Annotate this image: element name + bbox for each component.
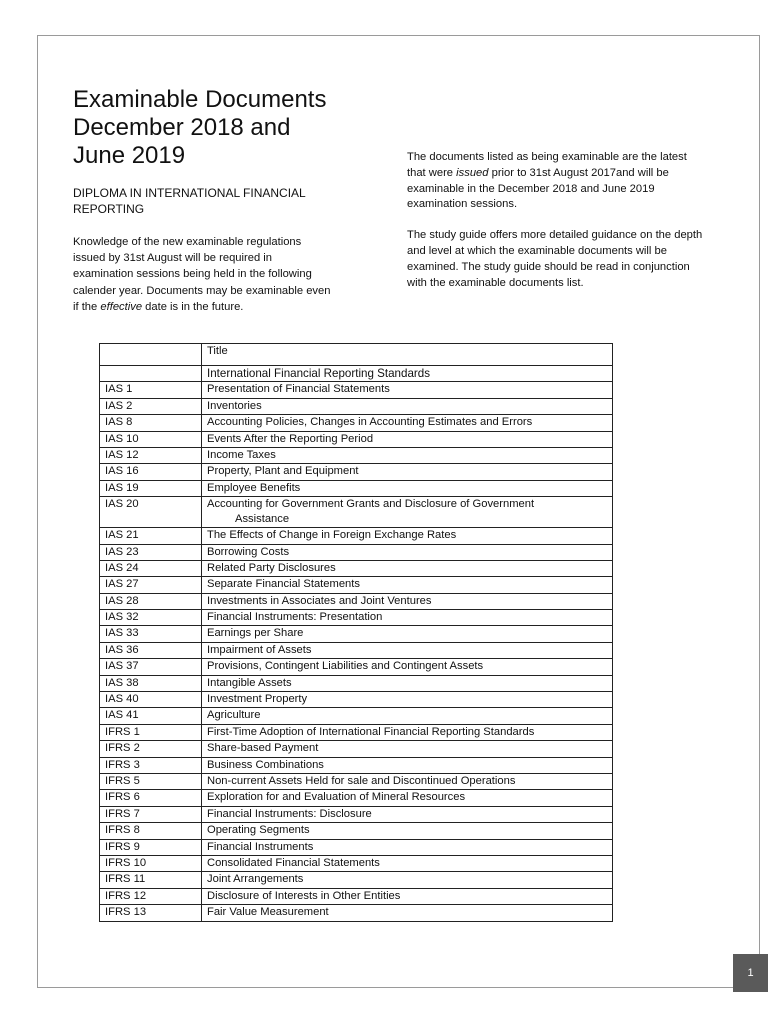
standard-code-cell: IAS 37 bbox=[100, 659, 202, 675]
standard-title-text: Operating Segments bbox=[207, 824, 310, 837]
standard-title-cell bbox=[202, 806, 613, 822]
standard-title-text: Accounting for Government Grants and Disclosure of Government bbox=[207, 498, 535, 511]
standard-title-text: Share-based Payment bbox=[207, 742, 319, 755]
standard-title-cell bbox=[202, 610, 613, 626]
section-title-cell: International Financial Reporting Standards bbox=[202, 366, 613, 382]
standard-title-text: Exploration for and Evaluation of Mineral Resources bbox=[207, 791, 466, 804]
standard-title-text: Income Taxes bbox=[207, 448, 276, 461]
table-row bbox=[100, 398, 613, 414]
standard-title-text: Agriculture bbox=[207, 709, 261, 722]
effective-emphasis: effective bbox=[100, 300, 143, 313]
standard-title-cell bbox=[202, 415, 613, 431]
standard-code-cell: IAS 8 bbox=[100, 415, 202, 431]
table-row bbox=[100, 773, 613, 789]
examinable-paragraph bbox=[407, 150, 707, 213]
table-row bbox=[100, 560, 613, 576]
table-row bbox=[100, 431, 613, 447]
standard-title-text: Financial Instruments: Disclosure bbox=[207, 807, 372, 820]
standard-title-text: Joint Arrangements bbox=[207, 873, 304, 886]
standard-code-cell: IAS 27 bbox=[100, 577, 202, 593]
standard-title-text: Impairment of Assets bbox=[207, 643, 312, 656]
standard-title-cell bbox=[202, 480, 613, 496]
table-row bbox=[100, 659, 613, 675]
intro-column bbox=[407, 150, 707, 291]
standard-code-cell: IAS 21 bbox=[100, 528, 202, 544]
standard-code-cell: IAS 28 bbox=[100, 593, 202, 609]
table-row bbox=[100, 610, 613, 626]
standard-title-cell bbox=[202, 757, 613, 773]
standard-title-text: Fair Value Measurement bbox=[207, 906, 329, 919]
standard-code-cell: IAS 33 bbox=[100, 626, 202, 642]
standard-title-cell bbox=[202, 593, 613, 609]
standard-title-text: Separate Financial Statements bbox=[207, 578, 360, 591]
standard-title-continuation: Assistance bbox=[235, 513, 290, 526]
standard-title-text: Events After the Reporting Period bbox=[207, 432, 374, 445]
standard-code-cell: IAS 41 bbox=[100, 708, 202, 724]
standard-title-cell bbox=[202, 708, 613, 724]
standard-title-text: Disclosure of Interests in Other Entities bbox=[207, 889, 401, 902]
table-row bbox=[100, 905, 613, 921]
standard-code-cell: IAS 32 bbox=[100, 610, 202, 626]
standard-code-cell: IFRS 6 bbox=[100, 790, 202, 806]
standard-code-cell: IAS 24 bbox=[100, 560, 202, 576]
regulations-text-1: Knowledge of the new examinable regulations issued by 31st August will be required in examination sessions being held in the following calender year. Documents may be examinable even if the bbox=[73, 236, 331, 313]
standard-title-text: Consolidated Financial Statements bbox=[207, 856, 380, 869]
standard-title-cell bbox=[202, 577, 613, 593]
standard-title-cell bbox=[202, 888, 613, 904]
examinable-documents-table bbox=[99, 343, 613, 922]
qualification-subtitle: DIPLOMA IN INTERNATIONAL FINANCIAL REPORTING bbox=[73, 186, 306, 216]
table-row bbox=[100, 382, 613, 398]
standard-code-cell: IAS 1 bbox=[100, 382, 202, 398]
standard-title-text: Inventories bbox=[207, 399, 262, 412]
standard-title-text: First-Time Adoption of International Financial Reporting Standards bbox=[207, 725, 535, 738]
standard-title-text: Business Combinations bbox=[207, 758, 324, 771]
standard-code-cell: IFRS 2 bbox=[100, 741, 202, 757]
standard-title-cell bbox=[202, 823, 613, 839]
standard-title-text: Investments in Associates and Joint Ventures bbox=[207, 594, 432, 607]
page-number-badge: 1 bbox=[733, 954, 768, 992]
examinable-text-1: The documents listed as being examinable are the latest that were bbox=[407, 151, 687, 179]
standard-title-cell bbox=[202, 431, 613, 447]
standard-code-cell: IAS 23 bbox=[100, 544, 202, 560]
standard-code-cell: IAS 2 bbox=[100, 398, 202, 414]
standard-code-cell: IAS 19 bbox=[100, 480, 202, 496]
table-row bbox=[100, 790, 613, 806]
standard-title-cell bbox=[202, 544, 613, 560]
table-row bbox=[100, 839, 613, 855]
standard-title-cell bbox=[202, 447, 613, 463]
table-row bbox=[100, 415, 613, 431]
table-row bbox=[100, 447, 613, 463]
standard-title-text: Accounting Policies, Changes in Accounting Estimates and Errors bbox=[207, 416, 533, 429]
title-header-cell: Title bbox=[202, 344, 613, 366]
title-line-2: December 2018 and bbox=[73, 114, 291, 141]
standard-code-cell: IFRS 8 bbox=[100, 823, 202, 839]
regulations-text-2: date is in the future. bbox=[142, 300, 244, 313]
table-row bbox=[100, 626, 613, 642]
table-row bbox=[100, 757, 613, 773]
issued-emphasis: issued bbox=[456, 166, 489, 179]
standard-title-text: The Effects of Change in Foreign Exchange Rates bbox=[207, 529, 457, 542]
standard-code-cell: IFRS 5 bbox=[100, 773, 202, 789]
standard-code-cell: IAS 10 bbox=[100, 431, 202, 447]
table-row bbox=[100, 544, 613, 560]
standard-code-cell: IFRS 1 bbox=[100, 724, 202, 740]
standard-title-text: Borrowing Costs bbox=[207, 545, 290, 558]
table-row bbox=[100, 528, 613, 544]
standard-code-cell: IAS 20 bbox=[100, 497, 202, 528]
standard-title-text: Provisions, Contingent Liabilities and Contingent Assets bbox=[207, 660, 484, 673]
page-title bbox=[73, 86, 373, 170]
table-row bbox=[100, 593, 613, 609]
regulations-paragraph bbox=[73, 234, 335, 315]
standard-title-text: Employee Benefits bbox=[207, 481, 301, 494]
standard-title-text: Earnings per Share bbox=[207, 627, 304, 640]
standard-code-cell: IAS 36 bbox=[100, 642, 202, 658]
table-row bbox=[100, 675, 613, 691]
standard-code-cell: IAS 40 bbox=[100, 692, 202, 708]
standard-title-text: Non-current Assets Held for sale and Discontinued Operations bbox=[207, 774, 516, 787]
standard-title-text: Financial Instruments bbox=[207, 840, 314, 853]
standard-title-cell bbox=[202, 724, 613, 740]
standard-title-cell bbox=[202, 692, 613, 708]
standard-title-cell bbox=[202, 741, 613, 757]
standard-code-cell: IFRS 7 bbox=[100, 806, 202, 822]
standard-title-cell bbox=[202, 839, 613, 855]
standard-title-cell bbox=[202, 675, 613, 691]
table-row bbox=[100, 708, 613, 724]
table-row bbox=[100, 692, 613, 708]
table-row bbox=[100, 497, 613, 528]
standard-title-text: Property, Plant and Equipment bbox=[207, 465, 359, 478]
study-guide-paragraph: The study guide offers more detailed guidance on the depth and level at which the examinable documents will be examined. The study guide should be read in conjunction with the examinable documents list. bbox=[407, 229, 703, 289]
table-row bbox=[100, 855, 613, 871]
standard-code-cell: IFRS 12 bbox=[100, 888, 202, 904]
standard-code-cell: IAS 16 bbox=[100, 464, 202, 480]
standard-title-cell bbox=[202, 626, 613, 642]
standard-title-text: Financial Instruments: Presentation bbox=[207, 611, 383, 624]
standard-title-cell bbox=[202, 398, 613, 414]
standard-title-cell bbox=[202, 560, 613, 576]
standard-code-cell: IFRS 10 bbox=[100, 855, 202, 871]
standard-code-cell: IFRS 3 bbox=[100, 757, 202, 773]
standard-code-cell: IFRS 9 bbox=[100, 839, 202, 855]
standard-title-cell bbox=[202, 464, 613, 480]
standard-title-cell bbox=[202, 905, 613, 921]
standard-title-text: Intangible Assets bbox=[207, 676, 292, 689]
code-header-cell bbox=[100, 344, 202, 366]
standard-code-cell: IAS 38 bbox=[100, 675, 202, 691]
standard-code-cell: IFRS 13 bbox=[100, 905, 202, 921]
standard-title-cell bbox=[202, 642, 613, 658]
table-row bbox=[100, 741, 613, 757]
table-section-row bbox=[100, 366, 613, 382]
standard-title-cell bbox=[202, 659, 613, 675]
table-row bbox=[100, 642, 613, 658]
table-header-row bbox=[100, 344, 613, 366]
title-line-3: June 2019 bbox=[73, 142, 186, 169]
standard-code-cell: IAS 12 bbox=[100, 447, 202, 463]
standard-title-cell bbox=[202, 855, 613, 871]
table-row bbox=[100, 888, 613, 904]
table-row bbox=[100, 464, 613, 480]
table-row bbox=[100, 823, 613, 839]
standard-title-cell bbox=[202, 528, 613, 544]
table-row bbox=[100, 806, 613, 822]
standard-title-text: Investment Property bbox=[207, 693, 308, 706]
table-row bbox=[100, 724, 613, 740]
standard-title-text: Related Party Disclosures bbox=[207, 561, 336, 574]
table-row bbox=[100, 480, 613, 496]
standard-title-cell bbox=[202, 773, 613, 789]
standard-title-cell bbox=[202, 497, 613, 528]
standard-code-cell: IFRS 11 bbox=[100, 872, 202, 888]
standard-title-cell bbox=[202, 382, 613, 398]
examinable-text-2: prior to 31st August 2017and will be examinable in the December 2018 and June 2019 examination sessions. bbox=[407, 166, 669, 211]
standard-title-cell bbox=[202, 872, 613, 888]
standard-title-text: Presentation of Financial Statements bbox=[207, 383, 390, 396]
table-row bbox=[100, 577, 613, 593]
title-line-1: Examinable Documents bbox=[73, 86, 327, 113]
section-code-cell bbox=[100, 366, 202, 382]
table-row bbox=[100, 872, 613, 888]
standard-title-cell bbox=[202, 790, 613, 806]
